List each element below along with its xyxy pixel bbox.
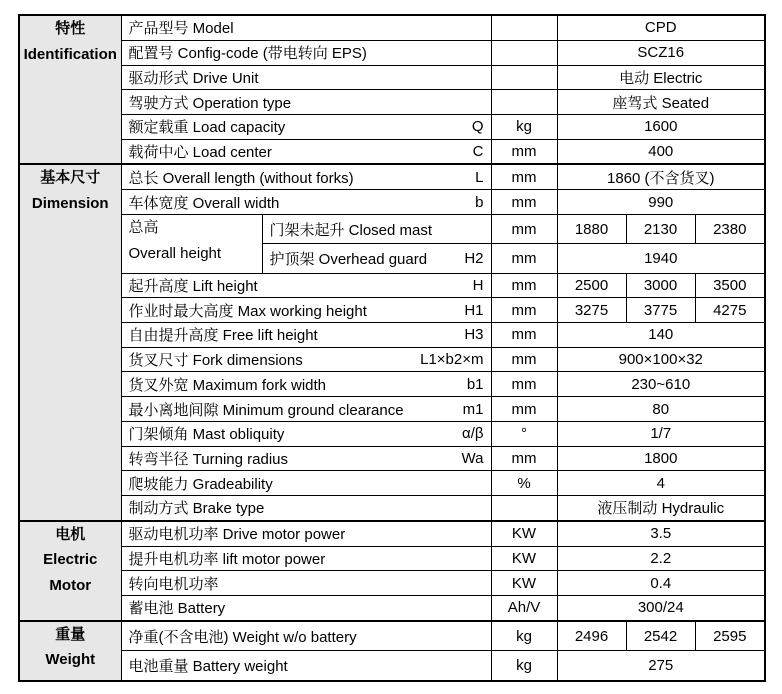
group-label-en: Overall height	[128, 244, 222, 262]
param-name-cell	[121, 421, 491, 446]
value-cell: 990	[557, 190, 765, 215]
group-label-zh: 总高	[128, 218, 159, 236]
table-row	[19, 40, 765, 65]
value-cell: 1/7	[557, 421, 765, 446]
param-label: 提升电机功率 lift motor power	[128, 550, 326, 568]
unit-cell: mm	[491, 164, 557, 189]
param-label: 爬坡能力 Gradeability	[128, 475, 273, 493]
section-header-weight	[19, 621, 121, 681]
param-label: 护顶架 Overhead guard	[269, 250, 428, 268]
table-row	[19, 521, 765, 546]
table-row	[19, 651, 765, 681]
unit-cell: mm	[491, 244, 557, 273]
value-cell: 300/24	[557, 596, 765, 621]
param-name-cell	[121, 323, 491, 348]
table-row	[19, 15, 765, 40]
value-cell: 3775	[626, 298, 695, 323]
unit-cell: %	[491, 471, 557, 496]
param-name-cell	[121, 114, 491, 139]
param-symbol: L	[475, 168, 484, 186]
value-cell: 140	[557, 323, 765, 348]
value-cell: 80	[557, 397, 765, 422]
param-label: 车体宽度 Overall width	[128, 194, 280, 212]
param-label: 电池重量 Battery weight	[128, 658, 288, 676]
table-row	[19, 298, 765, 323]
value-cell: 2500	[557, 273, 626, 298]
param-label: 自由提升高度 Free lift height	[128, 327, 318, 345]
unit-cell	[491, 15, 557, 40]
section-title-en: Identification	[23, 45, 117, 63]
param-label: 驱动电机功率 Drive motor power	[128, 526, 346, 544]
section-title-zh: 特性	[55, 20, 86, 37]
unit-cell: kg	[491, 114, 557, 139]
param-name-cell	[121, 90, 491, 115]
param-name-cell	[121, 496, 491, 521]
section-header-dimension	[19, 164, 121, 520]
value-cell: 4275	[695, 298, 765, 323]
spec-table-container	[18, 14, 766, 682]
value-cell: CPD	[557, 15, 765, 40]
section-header-electric-motor	[19, 521, 121, 621]
param-name-cell	[121, 651, 491, 681]
table-row	[19, 446, 765, 471]
unit-cell: KW	[491, 546, 557, 571]
param-name-cell	[121, 471, 491, 496]
param-symbol: H	[472, 276, 484, 294]
value-cell: 座驾式 Seated	[557, 90, 765, 115]
section-title-zh: 基本尺寸	[40, 169, 101, 187]
unit-cell: °	[491, 421, 557, 446]
param-label: 制动方式 Brake type	[128, 500, 265, 518]
value-cell: 2595	[695, 621, 765, 651]
value-cell: 2.2	[557, 546, 765, 571]
section-title-zh: 电机	[55, 525, 86, 543]
param-symbol: L1×b2×m	[420, 351, 484, 369]
value-cell: 1940	[557, 244, 765, 273]
value-cell: 液压制动 Hydraulic	[557, 496, 765, 521]
unit-cell: kg	[491, 651, 557, 681]
param-name-cell	[262, 244, 491, 273]
forklift-spec-table	[18, 14, 766, 682]
param-label: 驾驶方式 Operation type	[128, 94, 292, 112]
section-header-identification	[19, 15, 121, 164]
param-label: 驱动形式 Drive Unit	[128, 69, 259, 87]
param-label: 净重(不含电池) Weight w/o battery	[128, 628, 357, 646]
value-cell: 2130	[626, 214, 695, 243]
param-label: 货叉尺寸 Fork dimensions	[128, 352, 303, 370]
table-row	[19, 164, 765, 189]
table-row	[19, 596, 765, 621]
param-symbol: b	[475, 193, 484, 211]
param-label: 转弯半径 Turning radius	[128, 450, 288, 468]
value-cell: 230~610	[557, 372, 765, 397]
param-label: 总长 Overall length (without forks)	[128, 169, 354, 187]
unit-cell: mm	[491, 446, 557, 471]
table-row	[19, 90, 765, 115]
value-cell: 电动 Electric	[557, 65, 765, 90]
table-row	[19, 65, 765, 90]
table-row	[19, 114, 765, 139]
param-name-cell	[121, 65, 491, 90]
value-cell: 3500	[695, 273, 765, 298]
param-label: 配置号 Config-code (带电转向 EPS)	[128, 45, 367, 63]
param-label: 作业时最大高度 Max working height	[128, 302, 367, 320]
section-title-zh: 重量	[55, 625, 86, 643]
table-row	[19, 621, 765, 651]
param-name-cell	[121, 546, 491, 571]
value-cell: SCZ16	[557, 40, 765, 65]
unit-cell: mm	[491, 397, 557, 422]
unit-cell: mm	[491, 190, 557, 215]
param-name-cell	[121, 596, 491, 621]
value-cell: 900×100×32	[557, 347, 765, 372]
param-label: 货叉外宽 Maximum fork width	[128, 376, 327, 394]
param-symbol: Q	[471, 118, 484, 136]
unit-cell: mm	[491, 298, 557, 323]
param-label: 额定载重 Load capacity	[128, 119, 286, 137]
param-symbol: H3	[464, 326, 484, 344]
unit-cell	[491, 496, 557, 521]
unit-cell	[491, 40, 557, 65]
group-cell-overall-height	[121, 214, 262, 273]
param-name-cell	[121, 621, 491, 651]
table-row	[19, 496, 765, 521]
param-name-cell	[121, 15, 491, 40]
param-name-cell	[121, 372, 491, 397]
param-label: 蓄电池 Battery	[128, 600, 226, 618]
param-symbol: H1	[464, 301, 484, 319]
param-name-cell	[121, 139, 491, 164]
param-symbol: Wa	[461, 449, 484, 467]
section-title-en: Weight	[45, 651, 96, 669]
unit-cell: mm	[491, 347, 557, 372]
value-cell: 4	[557, 471, 765, 496]
value-cell: 3000	[626, 273, 695, 298]
param-name-cell	[121, 446, 491, 471]
unit-cell: mm	[491, 214, 557, 243]
param-name-cell	[121, 273, 491, 298]
param-label: 门架倾角 Mast obliquity	[128, 426, 285, 444]
param-name-cell	[121, 347, 491, 372]
table-row	[19, 214, 765, 243]
param-symbol: m1	[462, 400, 484, 418]
table-row	[19, 273, 765, 298]
unit-cell: KW	[491, 571, 557, 596]
value-cell: 0.4	[557, 571, 765, 596]
value-cell: 1800	[557, 446, 765, 471]
param-name-cell	[121, 164, 491, 189]
param-name-cell	[121, 190, 491, 215]
param-label: 转向电机功率	[128, 575, 219, 593]
param-label: 门架未起升 Closed mast	[269, 221, 433, 239]
table-row	[19, 190, 765, 215]
param-name-cell	[121, 40, 491, 65]
unit-cell: KW	[491, 521, 557, 546]
value-cell: 2380	[695, 214, 765, 243]
value-cell: 3275	[557, 298, 626, 323]
param-symbol: H2	[464, 249, 484, 267]
table-row	[19, 421, 765, 446]
value-cell: 1600	[557, 114, 765, 139]
table-row	[19, 139, 765, 164]
section-title-en: Motor	[49, 577, 92, 595]
table-row	[19, 323, 765, 348]
unit-cell: mm	[491, 139, 557, 164]
param-name-cell	[121, 571, 491, 596]
param-name-cell	[121, 298, 491, 323]
value-cell: 400	[557, 139, 765, 164]
param-label: 载荷中心 Load center	[128, 144, 272, 162]
table-row	[19, 372, 765, 397]
unit-cell	[491, 65, 557, 90]
unit-cell: mm	[491, 372, 557, 397]
unit-cell: mm	[491, 323, 557, 348]
param-symbol: α/β	[462, 425, 484, 443]
param-label: 起升高度 Lift height	[128, 277, 258, 295]
section-title-en: Electric	[43, 551, 98, 569]
param-symbol: C	[472, 143, 484, 161]
value-cell: 1860 (不含货叉)	[557, 164, 765, 189]
value-cell: 2542	[626, 621, 695, 651]
value-cell: 1880	[557, 214, 626, 243]
value-cell: 3.5	[557, 521, 765, 546]
table-row	[19, 546, 765, 571]
section-title-en: Dimension	[31, 195, 109, 213]
value-cell: 275	[557, 651, 765, 681]
unit-cell: Ah/V	[491, 596, 557, 621]
unit-cell: mm	[491, 273, 557, 298]
unit-cell	[491, 90, 557, 115]
param-symbol: b1	[466, 375, 484, 393]
table-row	[19, 571, 765, 596]
param-name-cell	[121, 397, 491, 422]
table-row	[19, 347, 765, 372]
param-name-cell	[262, 214, 491, 243]
value-cell: 2496	[557, 621, 626, 651]
table-row	[19, 397, 765, 422]
param-label: 产品型号 Model	[128, 20, 234, 38]
param-name-cell	[121, 521, 491, 546]
table-row	[19, 471, 765, 496]
param-label: 最小离地间隙 Minimum ground clearance	[128, 401, 404, 419]
unit-cell: kg	[491, 621, 557, 651]
